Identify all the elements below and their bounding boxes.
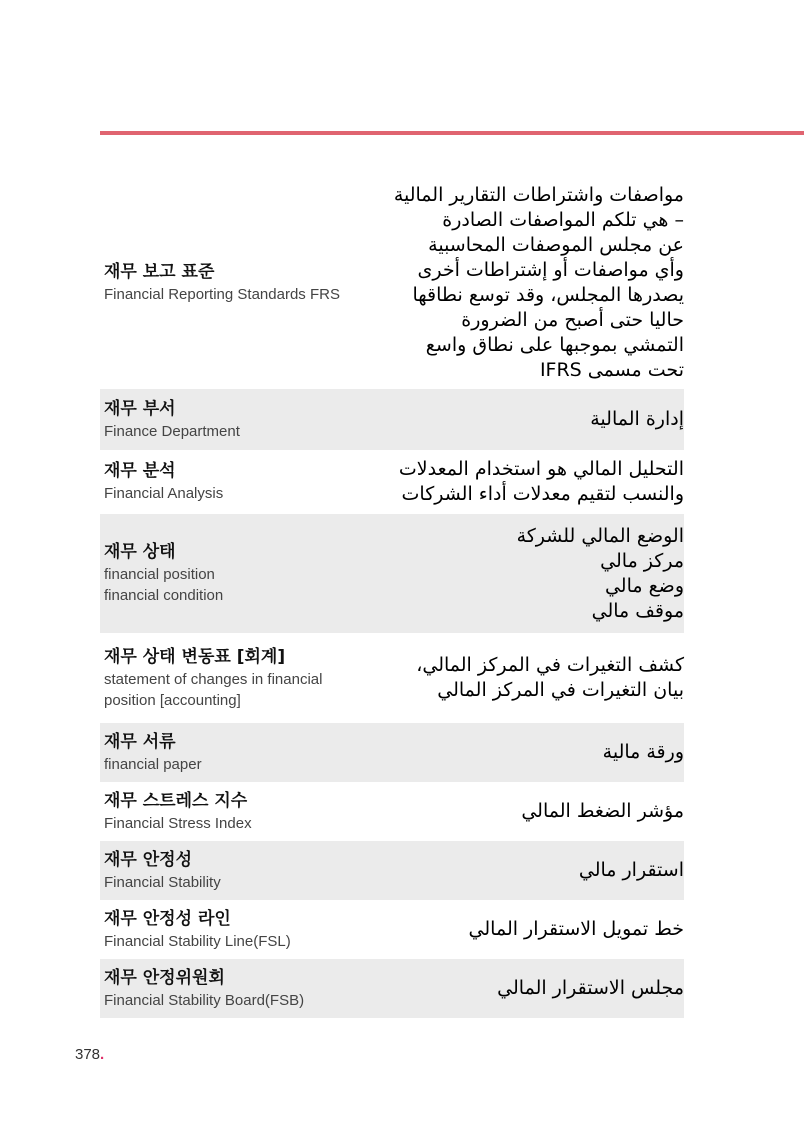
- korean-term: [104, 460, 223, 504]
- korean-term: [104, 261, 340, 305]
- term-korean: 재무 상태 변동표 [회계]: [104, 646, 286, 667]
- korean-term: [104, 541, 223, 606]
- arabic-definition: [469, 917, 684, 942]
- glossary-row: [100, 723, 684, 782]
- term-korean: 재무 안정위원회: [104, 967, 225, 988]
- term-english: Financial Analysis: [104, 485, 224, 502]
- arabic-definition: [416, 653, 684, 703]
- term-korean: 재무 분석: [104, 461, 176, 481]
- arabic-definition: [394, 183, 684, 383]
- arabic-definition: [517, 524, 684, 624]
- glossary-row: [100, 389, 684, 450]
- korean-term: [104, 849, 221, 893]
- term-korean: 재무 상태: [104, 542, 176, 562]
- arabic-line: تحت مسمى IFRS: [539, 359, 684, 381]
- term-english: statement of changes in financial: [104, 670, 323, 688]
- term-korean: 재무 스트레스 지수: [104, 790, 248, 811]
- arabic-line: استقرار مالي: [578, 859, 684, 881]
- glossary-row: [100, 514, 684, 633]
- arabic-line: موقف مالي: [591, 599, 684, 622]
- arabic-line: وضع مالي: [604, 574, 684, 597]
- term-english: financial position: [104, 566, 215, 583]
- arabic-line: مواصفات واشتراطات التقارير المالية: [393, 184, 684, 206]
- term-english: Financial Stability: [104, 873, 221, 891]
- term-english: Financial Reporting Standards FRS: [104, 286, 340, 303]
- korean-term: [104, 731, 202, 775]
- term-korean: 재무 서류: [104, 731, 176, 752]
- korean-term: [104, 790, 252, 834]
- arabic-line: إدارة المالية: [590, 408, 684, 430]
- glossary-row: [100, 841, 684, 900]
- page-number-dot: .: [100, 1046, 105, 1063]
- term-english: Financial Stability Line(FSL): [104, 932, 291, 950]
- arabic-line: مؤشر الضغط المالي: [521, 800, 684, 822]
- glossary-table: [100, 177, 684, 1018]
- korean-term: [104, 398, 240, 442]
- arabic-line: – هي تلكم المواصفات الصادرة: [442, 209, 684, 231]
- arabic-definition: [399, 457, 684, 507]
- glossary-row: [100, 900, 684, 959]
- glossary-row: [100, 959, 684, 1018]
- glossary-row: [100, 633, 684, 723]
- korean-term: [104, 967, 304, 1011]
- arabic-definition: [521, 799, 684, 824]
- header-rule: [100, 131, 804, 135]
- term-english: Financial Stress Index: [104, 814, 252, 832]
- arabic-line: حاليا حتى أصبح من الضرورة: [461, 309, 684, 331]
- arabic-line: التمشي بموجبها على نطاق واسع: [425, 334, 684, 356]
- term-english: Finance Department: [104, 422, 240, 440]
- arabic-definition: [497, 976, 684, 1001]
- arabic-line: يصدرها المجلس، وقد توسع نطاقها: [412, 284, 684, 306]
- glossary-row: [100, 177, 684, 389]
- arabic-line: خط تمويل الاستقرار المالي: [468, 918, 684, 940]
- term-english-cont: position [accounting]: [104, 691, 241, 709]
- arabic-definition: [579, 858, 684, 883]
- arabic-definition: [590, 407, 684, 432]
- arabic-line: كشف التغيرات في المركز المالي،: [416, 654, 684, 676]
- korean-term: [104, 908, 291, 952]
- glossary-row: [100, 782, 684, 841]
- arabic-line: الوضع المالي للشركة: [516, 524, 684, 547]
- term-english: Financial Stability Board(FSB): [104, 991, 305, 1009]
- term-korean: 재무 안정성 라인: [104, 908, 231, 929]
- page-number: [75, 1046, 104, 1063]
- term-korean: 재무 안정성: [104, 849, 193, 870]
- arabic-line: ورقة مالية: [602, 741, 684, 763]
- term-english: financial paper: [104, 755, 202, 773]
- arabic-line: مركز مالي: [600, 549, 684, 572]
- arabic-line: وأي مواصفات أو إشتراطات أخرى: [417, 259, 684, 281]
- arabic-line: عن مجلس الموصفات المحاسبية: [428, 234, 684, 256]
- page-number-text: 378: [75, 1046, 101, 1063]
- arabic-line: بيان التغيرات في المركز المالي: [437, 679, 684, 701]
- glossary-row: [100, 450, 684, 514]
- arabic-definition: [603, 740, 684, 765]
- arabic-line: مجلس الاستقرار المالي: [497, 977, 684, 999]
- arabic-line: التحليل المالي هو استخدام المعدلات: [398, 458, 684, 480]
- korean-term: [104, 646, 322, 711]
- arabic-line: والنسب لتقيم معدلات أداء الشركات: [401, 483, 684, 505]
- term-korean: 재무 보고 표준: [104, 262, 215, 282]
- term-korean: 재무 부서: [104, 398, 176, 419]
- term-english-alt: financial condition: [104, 587, 224, 604]
